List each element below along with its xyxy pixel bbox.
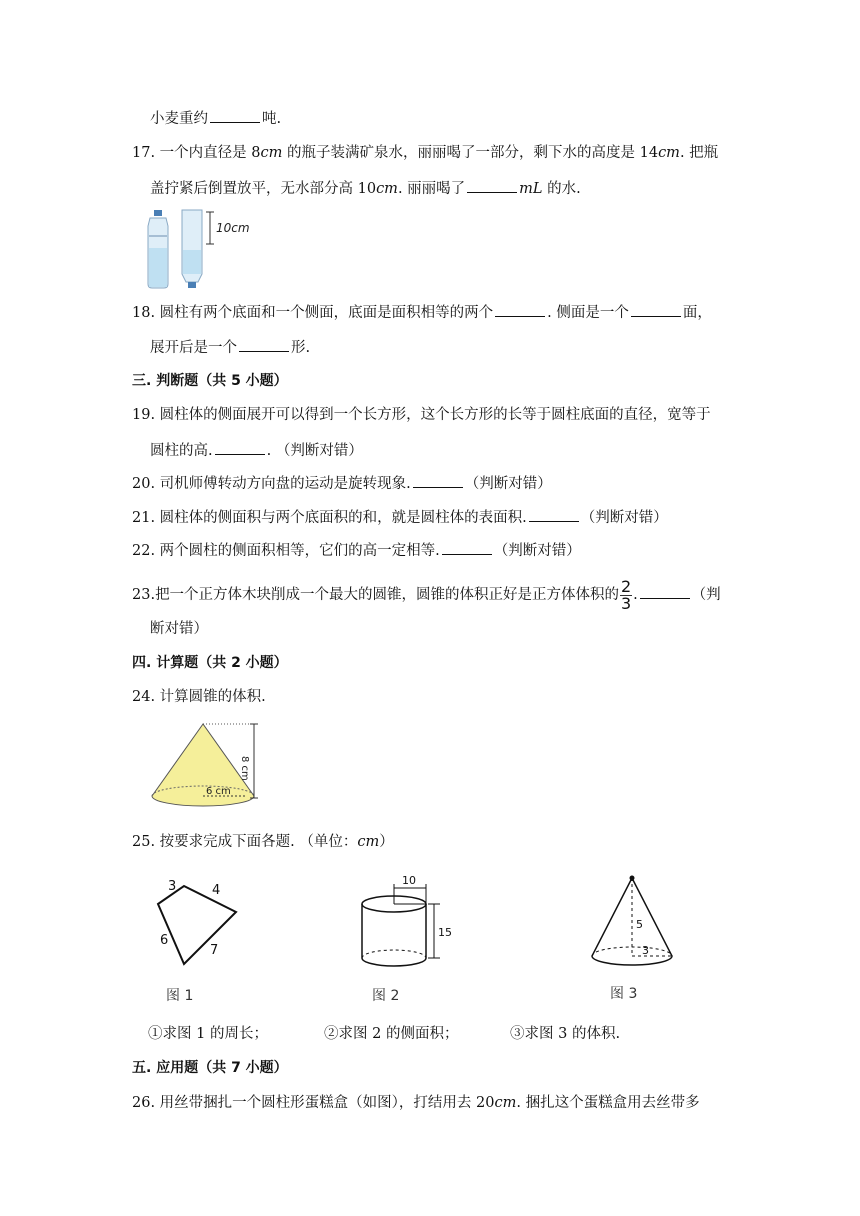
- question-20: 20. 司机师傅转动方向盘的运动是旋转现象. （判断对错）: [132, 473, 552, 494]
- svg-text:3: 3: [642, 944, 649, 957]
- q16-continuation: 小麦重约 吨.: [150, 108, 281, 129]
- task-3: ③求图 3 的体积.: [510, 1026, 621, 1042]
- section-4-heading: 四. 计算题（共 2 小题）: [132, 655, 288, 671]
- svg-text:15: 15: [438, 926, 452, 939]
- height-label: 8 cm: [239, 756, 250, 781]
- svg-text:4: 4: [212, 883, 221, 898]
- figure-1-quadrilateral: [148, 872, 258, 1006]
- question-23-line2: 断对错）: [150, 621, 208, 637]
- cone-figure: [146, 718, 266, 810]
- answer-blank[interactable]: [442, 540, 492, 555]
- question-21: 21. 圆柱体的侧面积与两个底面积的和，就是圆柱体的表面积. （判断对错）: [132, 507, 668, 528]
- answer-blank[interactable]: [413, 473, 463, 488]
- question-23: 23.把一个正方体木块削成一个最大的圆锥，圆锥的体积正好是正方体体积的 $\frac{2}{3}$ . （判: [132, 576, 721, 613]
- svg-text:5: 5: [636, 918, 643, 931]
- svg-text:6: 6: [160, 933, 169, 948]
- question-18-line2: 展开后是一个 形.: [150, 337, 310, 358]
- svg-text:3: 3: [168, 879, 177, 894]
- question-17: 17. 一个内直径是 8cm 的瓶子装满矿泉水，丽丽喝了一部分，剩下水的高度是 14cm. 把瓶: [132, 145, 719, 161]
- answer-blank[interactable]: [210, 108, 260, 123]
- figure-3-cone: [584, 870, 680, 1006]
- svg-text:7: 7: [210, 943, 219, 958]
- figure-2-cylinder: [356, 872, 466, 1006]
- figure-label: 图 3: [610, 986, 638, 1002]
- question-18: 18. 圆柱有两个底面和一个侧面，底面是面积相等的两个 . 侧面是一个 面，: [132, 302, 712, 323]
- question-19: 19. 圆柱体的侧面展开可以得到一个长方形，这个长方形的长等于圆柱底面的直径，宽等于: [132, 407, 711, 423]
- question-25: 25. 按要求完成下面各题. （单位：cm）: [132, 834, 394, 850]
- task-1: ①求图 1 的周长；: [148, 1026, 268, 1042]
- question-19-line2: 圆柱的高. . （判断对错）: [150, 440, 363, 461]
- section-5-heading: 五. 应用题（共 7 小题）: [132, 1060, 288, 1076]
- figure-label: 图 1: [166, 988, 194, 1004]
- svg-text:10: 10: [402, 874, 416, 887]
- question-22: 22. 两个圆柱的侧面积相等，它们的高一定相等. （判断对错）: [132, 540, 581, 561]
- dimension-label: 10cm: [216, 221, 250, 235]
- question-24: 24. 计算圆锥的体积.: [132, 689, 266, 705]
- question-17-line2: 盖拧紧后倒置放平，无水部分高 10cm. 丽丽喝了 mL 的水.: [150, 178, 581, 199]
- answer-blank[interactable]: [631, 302, 681, 317]
- question-26: 26. 用丝带捆扎一个圆柱形蛋糕盒（如图），打结用去 20cm. 捆扎这个蛋糕盒用去丝带多: [132, 1095, 700, 1111]
- answer-blank[interactable]: [467, 178, 517, 193]
- bottle-figure: [140, 208, 256, 290]
- answer-blank[interactable]: [215, 440, 265, 455]
- bottle-cap-icon: [154, 210, 162, 216]
- answer-blank[interactable]: [640, 584, 690, 599]
- answer-blank[interactable]: [239, 337, 289, 352]
- radius-label: 6 cm: [206, 786, 231, 797]
- task-2: ②求图 2 的侧面积；: [324, 1026, 459, 1042]
- section-3-heading: 三. 判断题（共 5 小题）: [132, 373, 288, 389]
- answer-blank[interactable]: [529, 507, 579, 522]
- bottle-cap-icon: [188, 282, 196, 288]
- fraction: $\frac{2}{3}$: [620, 576, 632, 613]
- answer-blank[interactable]: [495, 302, 545, 317]
- figure-label: 图 2: [372, 988, 400, 1004]
